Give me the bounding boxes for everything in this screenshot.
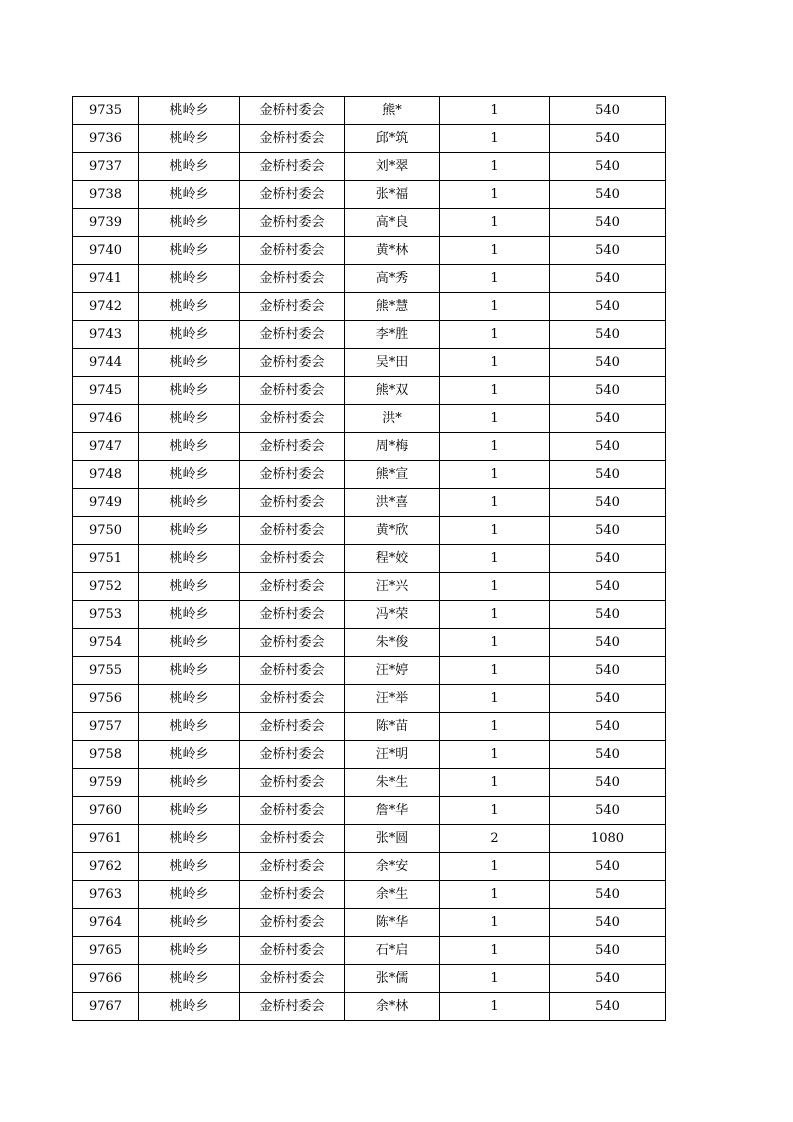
amount-cell: 540 — [550, 293, 666, 321]
household-count-cell: 1 — [440, 97, 550, 125]
village-committee-cell: 金桥村委会 — [240, 237, 345, 265]
name-cell: 吴*田 — [345, 349, 440, 377]
village-committee-cell: 金桥村委会 — [240, 545, 345, 573]
name-cell: 高*秀 — [345, 265, 440, 293]
name-cell: 余*生 — [345, 881, 440, 909]
amount-cell: 540 — [550, 937, 666, 965]
serial-number-cell: 9740 — [73, 237, 139, 265]
serial-number-cell: 9756 — [73, 685, 139, 713]
table-row — [73, 965, 666, 993]
village-committee-cell: 金桥村委会 — [240, 209, 345, 237]
name-cell: 程*姣 — [345, 545, 440, 573]
name-cell: 熊*宣 — [345, 461, 440, 489]
village-committee-cell: 金桥村委会 — [240, 741, 345, 769]
township-cell: 桃岭乡 — [139, 881, 240, 909]
township-cell: 桃岭乡 — [139, 713, 240, 741]
name-cell: 汪*举 — [345, 685, 440, 713]
name-cell: 詹*华 — [345, 797, 440, 825]
table-row — [73, 685, 666, 713]
village-committee-cell: 金桥村委会 — [240, 433, 345, 461]
household-count-cell: 1 — [440, 853, 550, 881]
serial-number-cell: 9745 — [73, 377, 139, 405]
name-cell: 熊* — [345, 97, 440, 125]
serial-number-cell: 9764 — [73, 909, 139, 937]
household-count-cell: 1 — [440, 153, 550, 181]
township-cell: 桃岭乡 — [139, 293, 240, 321]
table-row — [73, 545, 666, 573]
table-row — [73, 909, 666, 937]
township-cell: 桃岭乡 — [139, 97, 240, 125]
name-cell: 石*启 — [345, 937, 440, 965]
township-cell: 桃岭乡 — [139, 517, 240, 545]
name-cell: 汪*兴 — [345, 573, 440, 601]
township-cell: 桃岭乡 — [139, 489, 240, 517]
name-cell: 张*福 — [345, 181, 440, 209]
household-count-cell: 1 — [440, 685, 550, 713]
name-cell: 张*儒 — [345, 965, 440, 993]
table-row — [73, 489, 666, 517]
table-row — [73, 853, 666, 881]
amount-cell: 540 — [550, 629, 666, 657]
amount-cell: 540 — [550, 321, 666, 349]
village-committee-cell: 金桥村委会 — [240, 769, 345, 797]
table-row — [73, 153, 666, 181]
amount-cell: 1080 — [550, 825, 666, 853]
township-cell: 桃岭乡 — [139, 629, 240, 657]
amount-cell: 540 — [550, 797, 666, 825]
serial-number-cell: 9743 — [73, 321, 139, 349]
household-count-cell: 1 — [440, 741, 550, 769]
amount-cell: 540 — [550, 769, 666, 797]
household-count-cell: 1 — [440, 405, 550, 433]
household-count-cell: 1 — [440, 517, 550, 545]
household-count-cell: 1 — [440, 881, 550, 909]
amount-cell: 540 — [550, 993, 666, 1021]
village-committee-cell: 金桥村委会 — [240, 125, 345, 153]
village-committee-cell: 金桥村委会 — [240, 909, 345, 937]
serial-number-cell: 9765 — [73, 937, 139, 965]
table-row — [73, 97, 666, 125]
township-cell: 桃岭乡 — [139, 741, 240, 769]
household-count-cell: 1 — [440, 573, 550, 601]
household-count-cell: 1 — [440, 209, 550, 237]
amount-cell: 540 — [550, 97, 666, 125]
household-count-cell: 1 — [440, 293, 550, 321]
amount-cell: 540 — [550, 349, 666, 377]
table-row — [73, 433, 666, 461]
table-row — [73, 881, 666, 909]
amount-cell: 540 — [550, 461, 666, 489]
name-cell: 余*林 — [345, 993, 440, 1021]
serial-number-cell: 9752 — [73, 573, 139, 601]
village-committee-cell: 金桥村委会 — [240, 825, 345, 853]
name-cell: 冯*荣 — [345, 601, 440, 629]
village-committee-cell: 金桥村委会 — [240, 153, 345, 181]
serial-number-cell: 9755 — [73, 657, 139, 685]
serial-number-cell: 9735 — [73, 97, 139, 125]
amount-cell: 540 — [550, 573, 666, 601]
village-committee-cell: 金桥村委会 — [240, 517, 345, 545]
table-row — [73, 265, 666, 293]
household-count-cell: 1 — [440, 461, 550, 489]
name-cell: 周*梅 — [345, 433, 440, 461]
township-cell: 桃岭乡 — [139, 937, 240, 965]
village-committee-cell: 金桥村委会 — [240, 321, 345, 349]
village-committee-cell: 金桥村委会 — [240, 573, 345, 601]
serial-number-cell: 9742 — [73, 293, 139, 321]
name-cell: 李*胜 — [345, 321, 440, 349]
household-count-cell: 1 — [440, 797, 550, 825]
serial-number-cell: 9753 — [73, 601, 139, 629]
name-cell: 黄*林 — [345, 237, 440, 265]
table-row — [73, 349, 666, 377]
amount-cell: 540 — [550, 265, 666, 293]
household-count-cell: 1 — [440, 965, 550, 993]
serial-number-cell: 9738 — [73, 181, 139, 209]
township-cell: 桃岭乡 — [139, 377, 240, 405]
village-committee-cell: 金桥村委会 — [240, 965, 345, 993]
serial-number-cell: 9747 — [73, 433, 139, 461]
household-count-cell: 1 — [440, 125, 550, 153]
amount-cell: 540 — [550, 489, 666, 517]
serial-number-cell: 9757 — [73, 713, 139, 741]
amount-cell: 540 — [550, 237, 666, 265]
table-row — [73, 629, 666, 657]
township-cell: 桃岭乡 — [139, 405, 240, 433]
table-row — [73, 825, 666, 853]
table-row — [73, 741, 666, 769]
serial-number-cell: 9749 — [73, 489, 139, 517]
village-committee-cell: 金桥村委会 — [240, 797, 345, 825]
village-committee-cell: 金桥村委会 — [240, 461, 345, 489]
serial-number-cell: 9744 — [73, 349, 139, 377]
name-cell: 陈*苗 — [345, 713, 440, 741]
household-count-cell: 1 — [440, 909, 550, 937]
village-committee-cell: 金桥村委会 — [240, 349, 345, 377]
name-cell: 熊*双 — [345, 377, 440, 405]
household-count-cell: 1 — [440, 629, 550, 657]
village-committee-cell: 金桥村委会 — [240, 713, 345, 741]
name-cell: 汪*婷 — [345, 657, 440, 685]
household-count-cell: 1 — [440, 937, 550, 965]
amount-cell: 540 — [550, 405, 666, 433]
village-committee-cell: 金桥村委会 — [240, 881, 345, 909]
table-row — [73, 937, 666, 965]
name-cell: 洪*喜 — [345, 489, 440, 517]
name-cell: 张*圆 — [345, 825, 440, 853]
township-cell: 桃岭乡 — [139, 573, 240, 601]
name-cell: 朱*生 — [345, 769, 440, 797]
amount-cell: 540 — [550, 517, 666, 545]
serial-number-cell: 9750 — [73, 517, 139, 545]
village-committee-cell: 金桥村委会 — [240, 657, 345, 685]
name-cell: 洪* — [345, 405, 440, 433]
table-row — [73, 517, 666, 545]
serial-number-cell: 9766 — [73, 965, 139, 993]
township-cell: 桃岭乡 — [139, 797, 240, 825]
table-row — [73, 657, 666, 685]
amount-cell: 540 — [550, 965, 666, 993]
township-cell: 桃岭乡 — [139, 769, 240, 797]
household-count-cell: 1 — [440, 713, 550, 741]
township-cell: 桃岭乡 — [139, 265, 240, 293]
amount-cell: 540 — [550, 545, 666, 573]
serial-number-cell: 9748 — [73, 461, 139, 489]
serial-number-cell: 9761 — [73, 825, 139, 853]
serial-number-cell: 9763 — [73, 881, 139, 909]
serial-number-cell: 9767 — [73, 993, 139, 1021]
table-row — [73, 377, 666, 405]
village-committee-cell: 金桥村委会 — [240, 405, 345, 433]
serial-number-cell: 9737 — [73, 153, 139, 181]
township-cell: 桃岭乡 — [139, 685, 240, 713]
village-committee-cell: 金桥村委会 — [240, 489, 345, 517]
table-row — [73, 797, 666, 825]
amount-cell: 540 — [550, 433, 666, 461]
township-cell: 桃岭乡 — [139, 601, 240, 629]
serial-number-cell: 9739 — [73, 209, 139, 237]
household-count-cell: 1 — [440, 181, 550, 209]
village-committee-cell: 金桥村委会 — [240, 853, 345, 881]
village-committee-cell: 金桥村委会 — [240, 685, 345, 713]
household-count-cell: 1 — [440, 433, 550, 461]
village-committee-cell: 金桥村委会 — [240, 629, 345, 657]
table-row — [73, 125, 666, 153]
serial-number-cell: 9762 — [73, 853, 139, 881]
household-count-cell: 1 — [440, 321, 550, 349]
township-cell: 桃岭乡 — [139, 153, 240, 181]
household-count-cell: 1 — [440, 265, 550, 293]
household-count-cell: 1 — [440, 601, 550, 629]
township-cell: 桃岭乡 — [139, 657, 240, 685]
township-cell: 桃岭乡 — [139, 965, 240, 993]
amount-cell: 540 — [550, 909, 666, 937]
amount-cell: 540 — [550, 685, 666, 713]
township-cell: 桃岭乡 — [139, 433, 240, 461]
amount-cell: 540 — [550, 181, 666, 209]
name-cell: 陈*华 — [345, 909, 440, 937]
serial-number-cell: 9741 — [73, 265, 139, 293]
township-cell: 桃岭乡 — [139, 181, 240, 209]
serial-number-cell: 9760 — [73, 797, 139, 825]
amount-cell: 540 — [550, 377, 666, 405]
village-committee-cell: 金桥村委会 — [240, 265, 345, 293]
table-row — [73, 293, 666, 321]
household-count-cell: 1 — [440, 489, 550, 517]
name-cell: 邱*筑 — [345, 125, 440, 153]
table-row — [73, 601, 666, 629]
amount-cell: 540 — [550, 657, 666, 685]
township-cell: 桃岭乡 — [139, 993, 240, 1021]
table-row — [73, 993, 666, 1021]
serial-number-cell: 9759 — [73, 769, 139, 797]
name-cell: 汪*明 — [345, 741, 440, 769]
village-committee-cell: 金桥村委会 — [240, 993, 345, 1021]
amount-cell: 540 — [550, 209, 666, 237]
township-cell: 桃岭乡 — [139, 853, 240, 881]
name-cell: 刘*翠 — [345, 153, 440, 181]
name-cell: 黄*欣 — [345, 517, 440, 545]
household-count-cell: 1 — [440, 349, 550, 377]
township-cell: 桃岭乡 — [139, 321, 240, 349]
household-count-cell: 1 — [440, 993, 550, 1021]
household-count-cell: 1 — [440, 657, 550, 685]
table-row — [73, 405, 666, 433]
amount-cell: 540 — [550, 741, 666, 769]
serial-number-cell: 9754 — [73, 629, 139, 657]
household-count-cell: 1 — [440, 237, 550, 265]
amount-cell: 540 — [550, 853, 666, 881]
roster-table-body — [73, 97, 666, 1021]
village-committee-cell: 金桥村委会 — [240, 937, 345, 965]
township-cell: 桃岭乡 — [139, 237, 240, 265]
household-count-cell: 1 — [440, 769, 550, 797]
township-cell: 桃岭乡 — [139, 825, 240, 853]
name-cell: 余*安 — [345, 853, 440, 881]
roster-table — [72, 96, 666, 1021]
township-cell: 桃岭乡 — [139, 125, 240, 153]
village-committee-cell: 金桥村委会 — [240, 601, 345, 629]
serial-number-cell: 9751 — [73, 545, 139, 573]
household-count-cell: 1 — [440, 377, 550, 405]
amount-cell: 540 — [550, 601, 666, 629]
amount-cell: 540 — [550, 881, 666, 909]
serial-number-cell: 9736 — [73, 125, 139, 153]
serial-number-cell: 9746 — [73, 405, 139, 433]
household-count-cell: 2 — [440, 825, 550, 853]
township-cell: 桃岭乡 — [139, 349, 240, 377]
amount-cell: 540 — [550, 713, 666, 741]
table-row — [73, 209, 666, 237]
table-row — [73, 237, 666, 265]
table-row — [73, 573, 666, 601]
household-count-cell: 1 — [440, 545, 550, 573]
village-committee-cell: 金桥村委会 — [240, 97, 345, 125]
township-cell: 桃岭乡 — [139, 461, 240, 489]
table-row — [73, 321, 666, 349]
table-row — [73, 713, 666, 741]
village-committee-cell: 金桥村委会 — [240, 377, 345, 405]
village-committee-cell: 金桥村委会 — [240, 293, 345, 321]
amount-cell: 540 — [550, 125, 666, 153]
name-cell: 高*良 — [345, 209, 440, 237]
village-committee-cell: 金桥村委会 — [240, 181, 345, 209]
serial-number-cell: 9758 — [73, 741, 139, 769]
township-cell: 桃岭乡 — [139, 209, 240, 237]
table-row — [73, 461, 666, 489]
township-cell: 桃岭乡 — [139, 909, 240, 937]
table-row — [73, 181, 666, 209]
name-cell: 熊*慧 — [345, 293, 440, 321]
name-cell: 朱*俊 — [345, 629, 440, 657]
amount-cell: 540 — [550, 153, 666, 181]
township-cell: 桃岭乡 — [139, 545, 240, 573]
table-row — [73, 769, 666, 797]
